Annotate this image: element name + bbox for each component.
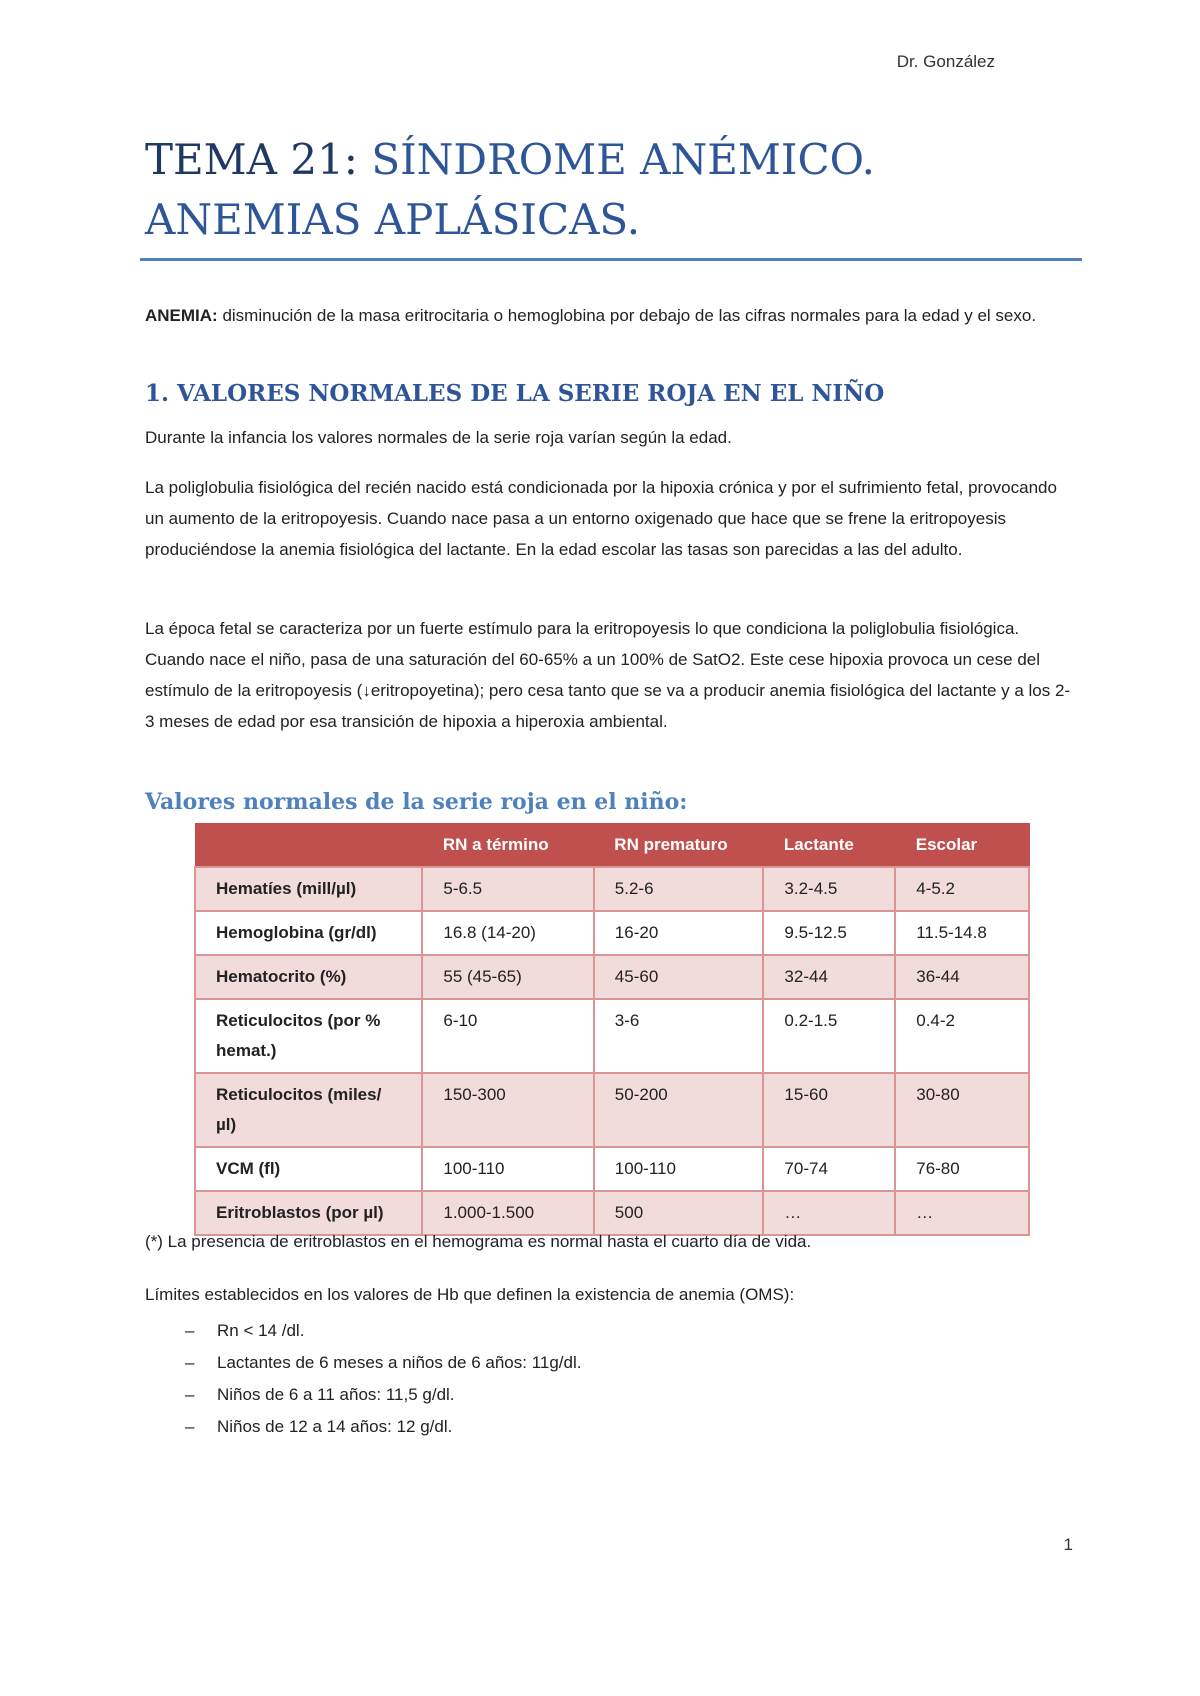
table-cell: 16-20	[594, 911, 764, 955]
dash-bullet: –	[185, 1417, 195, 1436]
dash-bullet: –	[185, 1385, 195, 1404]
table-header-cell: RN prematuro	[594, 824, 764, 868]
table-cell: 15-60	[763, 1073, 895, 1147]
table-row	[195, 1073, 1029, 1147]
table-cell: 30-80	[895, 1073, 1029, 1147]
row-label: Reticulocitos (por % hemat.)	[195, 999, 422, 1073]
table-cell: 100-110	[594, 1147, 764, 1191]
title-main: SÍNDROME ANÉMICO. ANEMIAS APLÁSICAS.	[145, 135, 875, 244]
header-author: Dr. González	[896, 52, 995, 71]
definition-text: disminución de la masa eritrocitaria o hemoglobina por debajo de las cifras normales para la edad y el sexo.	[217, 306, 1037, 325]
table-header-cell: Lactante	[763, 824, 895, 868]
table-heading: Valores normales de la serie roja en el niño:	[145, 789, 688, 815]
list-item-text: Niños de 6 a 11 años: 11,5 g/dl.	[217, 1385, 455, 1404]
table-cell: 5-6.5	[422, 867, 593, 911]
limits-list	[145, 1315, 582, 1443]
list-item	[145, 1315, 582, 1347]
table-cell: 6-10	[422, 999, 593, 1073]
table-cell: 9.5-12.5	[763, 911, 895, 955]
page-title	[145, 130, 1080, 250]
paragraph-intro: Durante la infancia los valores normales de la serie roja varían según la edad.	[145, 428, 732, 447]
page-number: 1	[1063, 1535, 1073, 1554]
list-item	[145, 1411, 582, 1443]
table-header-row	[195, 824, 1029, 868]
row-label: Reticulocitos (miles/µl)	[195, 1073, 422, 1147]
table-cell: 70-74	[763, 1147, 895, 1191]
table-row	[195, 955, 1029, 999]
list-item-text: Niños de 12 a 14 años: 12 g/dl.	[217, 1417, 453, 1436]
table-cell: 1.000-1.500	[422, 1191, 593, 1235]
definition-term: ANEMIA:	[145, 306, 218, 325]
list-item-text: Rn < 14 /dl.	[217, 1321, 305, 1340]
title-prefix: TEMA 21:	[145, 135, 372, 184]
table-cell: 76-80	[895, 1147, 1029, 1191]
dash-bullet: –	[185, 1321, 195, 1340]
table-cell: 55 (45-65)	[422, 955, 593, 999]
table-row	[195, 1147, 1029, 1191]
list-item-text: Lactantes de 6 meses a niños de 6 años: 11g/dl.	[217, 1353, 582, 1372]
limits-intro: Límites establecidos en los valores de Hb que definen la existencia de anemia (OMS):	[145, 1285, 795, 1304]
table-cell: 3-6	[594, 999, 764, 1073]
table-header-cell: Escolar	[895, 824, 1029, 868]
table-row	[195, 911, 1029, 955]
table-cell: 150-300	[422, 1073, 593, 1147]
row-label: VCM (fl)	[195, 1147, 422, 1191]
table-row	[195, 1191, 1029, 1235]
table-cell: 4-5.2	[895, 867, 1029, 911]
table-cell: 0.4-2	[895, 999, 1029, 1073]
values-table	[194, 823, 1030, 1236]
table-cell: 36-44	[895, 955, 1029, 999]
table-cell: 32-44	[763, 955, 895, 999]
table-row	[195, 999, 1029, 1073]
paragraph-epoca-fetal: La época fetal se caracteriza por un fuerte estímulo para la eritropoyesis lo que condiciona la poliglobulia fisiológica. Cuando nace el niño, pasa de una saturación del 60-65% a un 100% de SatO2. Este cese hipoxia provoca un cese del estímulo de la eritropoyesis (↓eritropoyetina); pero cesa tanto que se va a producir anemia fisiológica del lactante y a los 2-3 meses de edad por esa transición de hipoxia a hiperoxia ambiental.	[145, 619, 1071, 731]
table-cell: 0.2-1.5	[763, 999, 895, 1073]
table-cell: 50-200	[594, 1073, 764, 1147]
row-label: Hematocrito (%)	[195, 955, 422, 999]
title-divider	[140, 258, 1082, 261]
row-label: Eritroblastos (por µl)	[195, 1191, 422, 1235]
list-item	[145, 1347, 582, 1379]
dash-bullet: –	[185, 1353, 195, 1372]
table-cell: 500	[594, 1191, 764, 1235]
anemia-definition	[145, 300, 1075, 331]
table-cell: …	[895, 1191, 1029, 1235]
table-cell: 5.2-6	[594, 867, 764, 911]
paragraph-poliglobulia: La poliglobulia fisiológica del recién nacido está condicionada por la hipoxia crónica y por el sufrimiento fetal, provocando un aumento de la eritropoyesis. Cuando nace pasa a un entorno oxigenado que hace que se frene la eritropoyesis produciéndose la anemia fisiológica del lactante. En la edad escolar las tasas son parecidas a las del adulto.	[145, 478, 1057, 559]
table-cell: 3.2-4.5	[763, 867, 895, 911]
table-cell: 11.5-14.8	[895, 911, 1029, 955]
row-label: Hematíes (mill/µl)	[195, 867, 422, 911]
table-cell: 16.8 (14-20)	[422, 911, 593, 955]
table-cell: 100-110	[422, 1147, 593, 1191]
section-heading: 1. VALORES NORMALES DE LA SERIE ROJA EN EL NIÑO	[145, 380, 885, 407]
table-header-cell	[195, 824, 422, 868]
table-cell: …	[763, 1191, 895, 1235]
table-cell: 45-60	[594, 955, 764, 999]
row-label: Hemoglobina (gr/dl)	[195, 911, 422, 955]
list-item	[145, 1379, 582, 1411]
table-header-cell: RN a término	[422, 824, 593, 868]
table-footnote: (*) La presencia de eritroblastos en el hemograma es normal hasta el cuarto día de vida.	[145, 1232, 812, 1251]
table-row	[195, 867, 1029, 911]
